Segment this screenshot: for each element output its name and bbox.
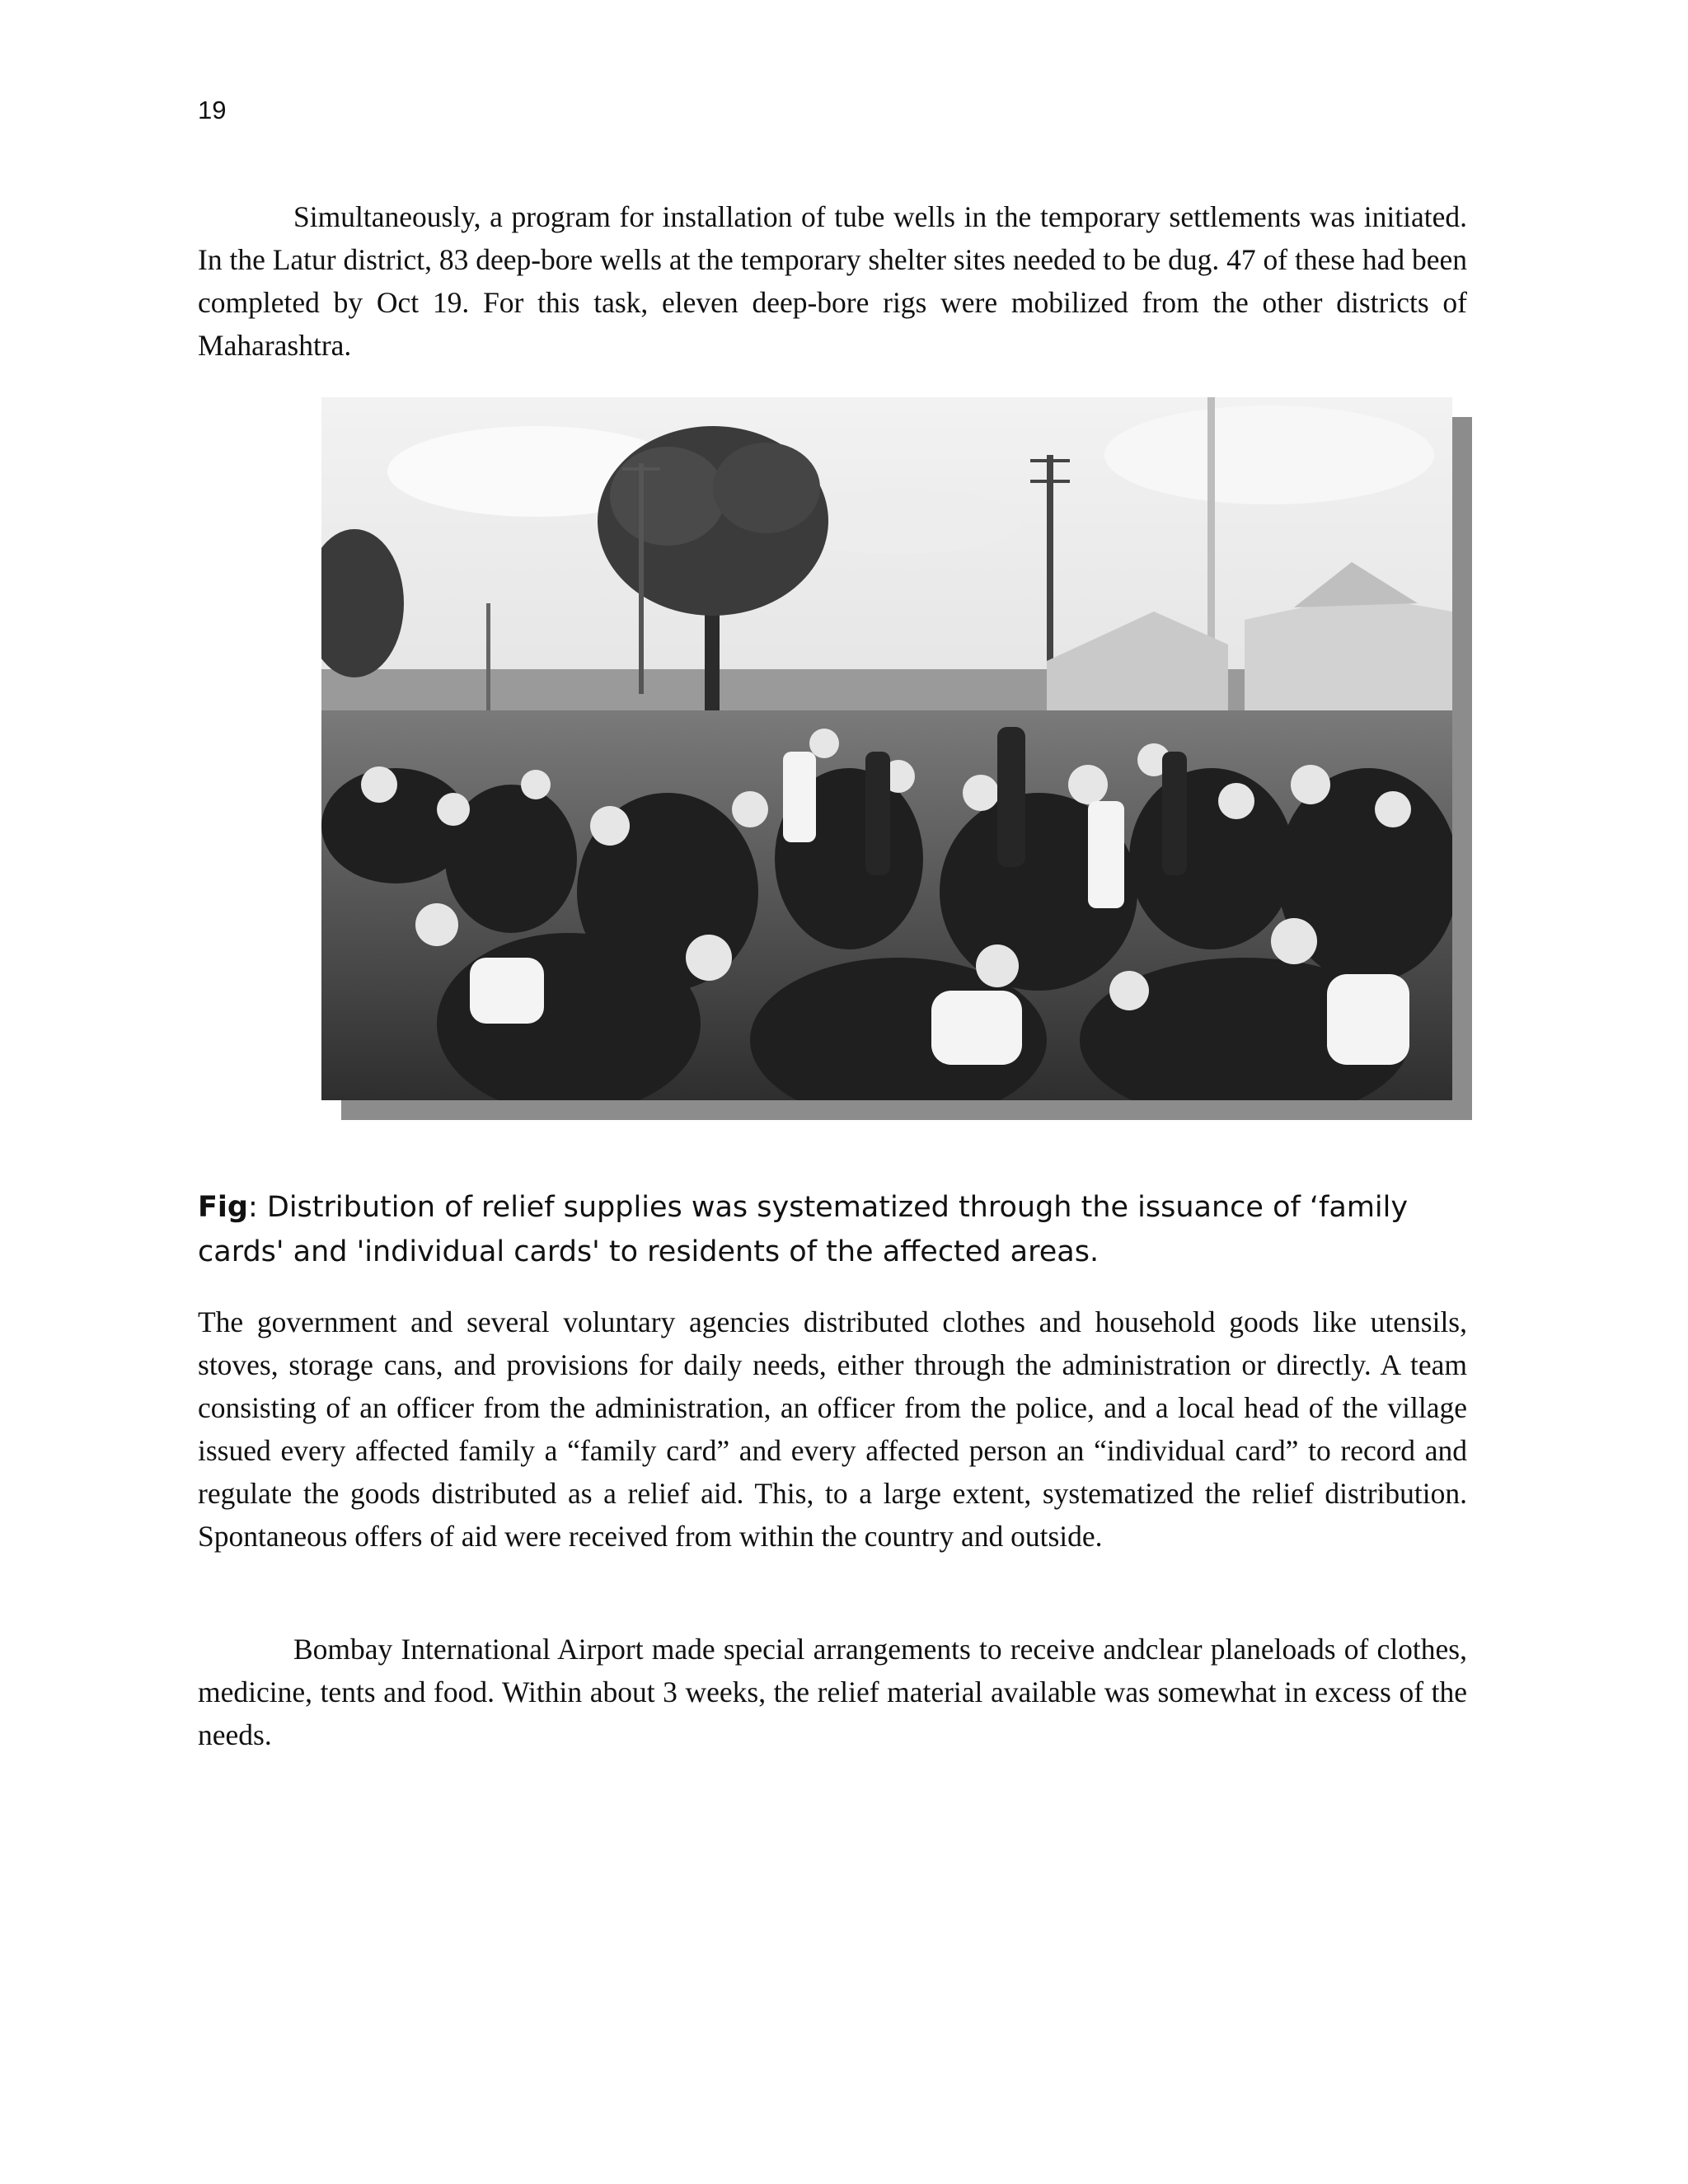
page-number: 19 [198, 96, 227, 124]
relief-distribution-photo [321, 397, 1452, 1100]
figure-caption-label: Fig [198, 1191, 248, 1224]
paragraph-tube-wells: Simultaneously, a program for installation of tube wells in the temporary settlements was initiated. In the Latur district, 83 deep-bore wells at the temporary shelter sites needed to be dug. 47 of these had been completed by Oct 19. For this task, eleven deep-bore rigs were mobilized from the other districts of Maharashtra. [198, 200, 1467, 362]
figure-caption-text: : Distribution of relief supplies was systematized through the issuance of ‘family cards' and 'individual cards' to residents of the affected areas. [198, 1191, 1409, 1268]
paragraph-relief-distribution: The government and several voluntary agencies distributed clothes and household goods like utensils, stoves, storage cans, and provisions for daily needs, either through the administration or directly. A team consisting of an officer from the administration, an officer from the police, and a local head of the village issued every affected family a “family card” and every affected person an “individual card” to record and regulate the goods distributed as a relief aid. This, to a large extent, systematized the relief distribution. Spontaneous offers of aid were received from within the country and outside. [198, 1305, 1467, 1553]
paragraph-airport: Bombay International Airport made special arrangements to receive andclear planeloads of clothes, medicine, tents and food. Within about 3 weeks, the relief material available was somewhat in excess of the needs. [198, 1633, 1467, 1751]
figure-caption [198, 1185, 1471, 1274]
figure [321, 397, 1452, 1100]
